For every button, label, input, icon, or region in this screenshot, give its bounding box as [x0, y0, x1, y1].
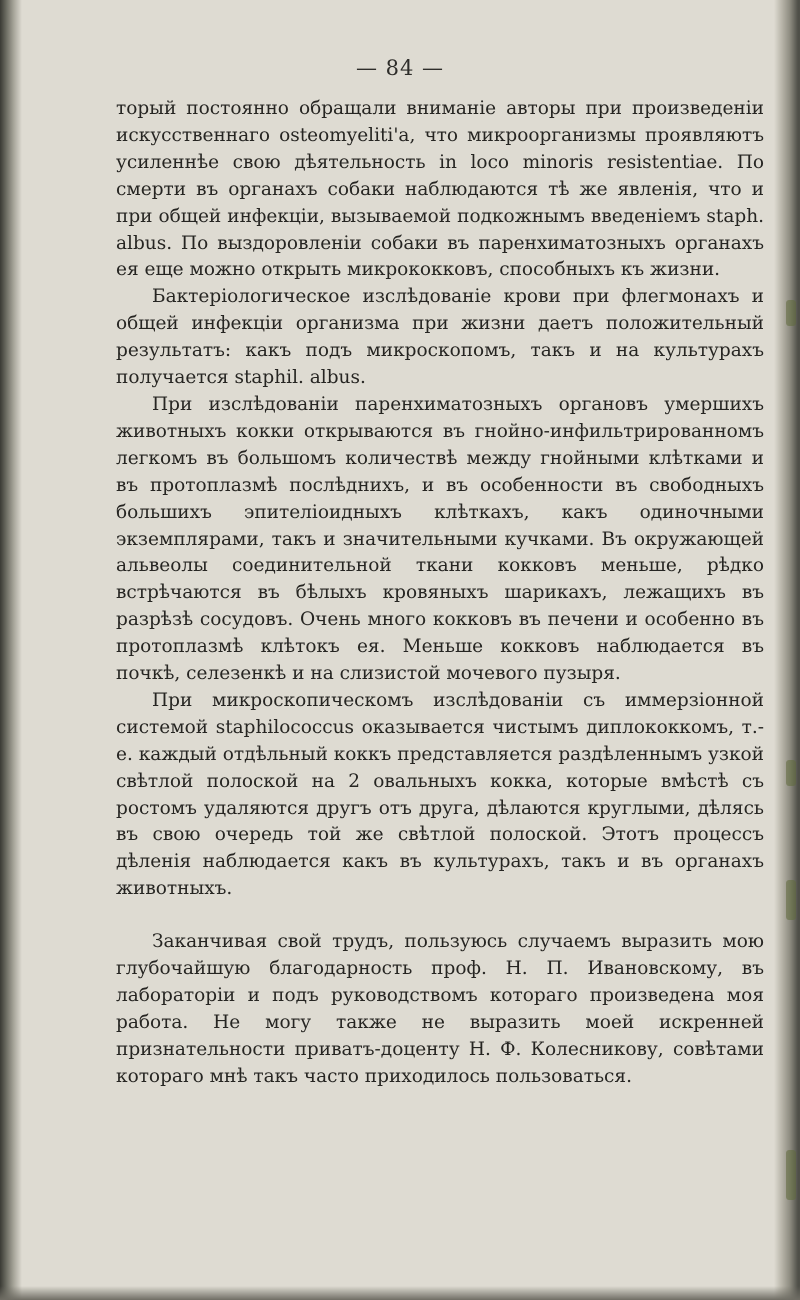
page-edge: [774, 0, 800, 1300]
paragraph-organ-examination: При изслѣдованіи паренхиматозныхъ органовъ умершихъ животныхъ кокки открываются въ гнойно-инфильтрированномъ легкомъ въ большомъ количествѣ между гнойными клѣтками и въ протоплазмѣ послѣднихъ, и въ особенности въ свободныхъ большихъ эпителіоидныхъ клѣткахъ, какъ одиночными экземплярами, такъ и значительными кучками. Въ окружающей альвеолы соединительной ткани кокковъ меньше, рѣдко встрѣчаются въ бѣлыхъ кровяныхъ шарикахъ, лежащихъ въ разрѣзѣ сосудовъ. Очень много кокковъ въ печени и особенно въ протоплазмѣ клѣтокъ ея. Меньше кокковъ наблюдается въ почкѣ, селезенкѣ и на слизистой мочевого пузыря.: [116, 393, 764, 685]
paragraph-continuation: торый постоянно обращали вниманіе авторы при произведеніи искусственнаго osteomyelіtі'а, что микроорганизмы проявляютъ усиленнѣе свою дѣятельность in loco minoris resistentiae. По смерти въ органахъ собаки наблюдаются тѣ же явленія, что и при общей инфекціи, вызываемой подкожнымъ введеніемъ staph. albus. По выздоровленіи собаки въ паренхиматозныхъ органахъ ея еще можно открыть микрококковъ, способныхъ къ жизни.: [116, 98, 764, 281]
page-stain: [786, 1150, 796, 1200]
page-bottom-edge: [0, 1286, 800, 1300]
binding-shadow: [0, 0, 22, 1300]
paragraph-acknowledgements: Заканчивая свой трудъ, пользуюсь случаемъ выразить мою глубочайшую благодарность проф. Н. П. Ивановскому, въ лабораторіи и подъ руководствомъ котораго произведена моя работа. Не могу также не выразить моей искренней признательности приватъ-доценту Н. Ф. Колесникову, совѣтами котораго мнѣ такъ часто приходилось пользоваться.: [116, 931, 764, 1087]
body-text: [116, 96, 764, 1091]
page-stain: [786, 300, 796, 326]
paragraph-microscopic-examination: При микроскопическомъ изслѣдованіи съ иммерзіонной системой staphilococcus оказывается чистымъ диплококкомъ, т.-е. каждый отдѣльный коккъ представляется раздѣленнымъ узкой свѣтлой полоской на 2 овальныхъ кокка, которые вмѣстѣ съ ростомъ удаляются другъ отъ друга, дѣлаются круглыми, дѣлясь въ свою очередь той же свѣтлой полоской. Этотъ процессъ дѣленія наблюдается какъ въ культурахъ, такъ и въ органахъ животныхъ.: [116, 689, 764, 900]
paragraph-blood-examination: Бактеріологическое изслѣдованіе крови при флегмонахъ и общей инфекціи организма при жизни даетъ положительный результатъ: какъ подъ микроскопомъ, такъ и на культурахъ получается staphil. albus.: [116, 286, 764, 389]
page-number: — 84 —: [355, 56, 445, 80]
page-stain: [786, 880, 796, 920]
page-stain: [786, 760, 796, 786]
